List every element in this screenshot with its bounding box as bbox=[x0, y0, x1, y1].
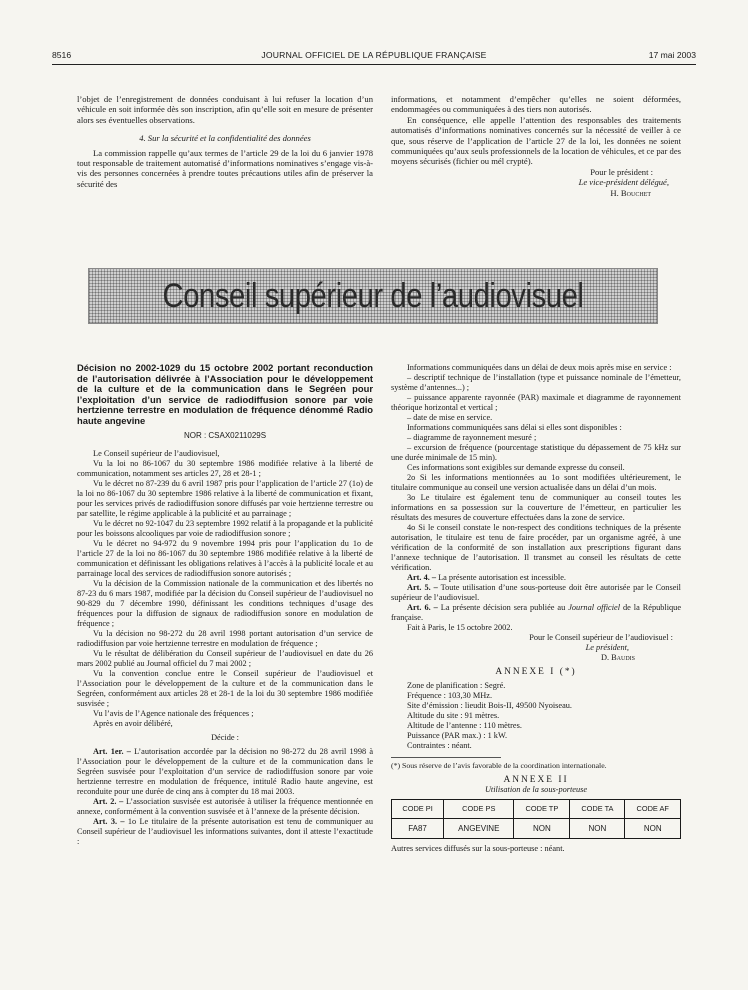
annex-item: Puissance (PAR max.) : 1 kW. bbox=[407, 731, 508, 740]
paragraph: 2o Si les informations mentionnées au 1o sont modifiées ultérieurement, le titulaire communique au conseil une version actualisée dans un délai d’un mois. bbox=[391, 473, 681, 492]
preamble-item: Vu le décret no 94-972 du 9 novembre 1994 pris pour l’application du 1o de l’article 27 de la loi no 86-1067 du 30 septembre 1986 modifiée relative à la liberté de communication et définissant les obligations relatives à l’accès à la publicité locale et au parrainage local des services de radiodiffusion sonore autorisés ; bbox=[77, 538, 373, 578]
annex-item: Zone de planification : Segré. bbox=[407, 681, 506, 690]
table-cell: FA87 bbox=[392, 819, 444, 839]
paragraph: Informations communiquées dans un délai de deux mois après mise en service : bbox=[407, 363, 672, 372]
article-label: Art. 2. – bbox=[93, 796, 124, 806]
preamble-item: Vu le décret no 92-1047 du 23 septembre 1992 relatif à la propagande et la publicité pour les boissons alcooliques par voie de radiodiffusion sonore ; bbox=[77, 518, 373, 538]
list-item: – date de mise en service. bbox=[407, 413, 493, 422]
decision-right-column bbox=[391, 363, 681, 854]
article-5 bbox=[391, 583, 681, 603]
table-cell: NON bbox=[570, 819, 625, 839]
page-number: 8516 bbox=[52, 50, 72, 60]
column-header: CODE AF bbox=[625, 800, 681, 819]
article-text: La présente décision sera publiée au bbox=[440, 603, 566, 612]
preamble-item: Vu l’avis de l’Agence nationale des fréquences ; bbox=[93, 708, 254, 718]
list-item: – descriptif technique de l’installation (type et puissance nominale de l’émetteur, système d’antennes...) ; bbox=[391, 373, 681, 392]
table-cell: NON bbox=[625, 819, 681, 839]
article-text: La présente autorisation est incessible. bbox=[438, 573, 566, 582]
decision-column bbox=[77, 363, 373, 847]
footnote: (*) Sous réserve de l’avis favorable de la coordination internationale. bbox=[391, 761, 607, 770]
annex-1-heading: ANNEXE I (*) bbox=[495, 667, 577, 677]
place-date: Fait à Paris, le 15 octobre 2002. bbox=[407, 623, 513, 632]
list-item: – diagramme de rayonnement mesuré ; bbox=[407, 433, 537, 442]
paragraph: Ces informations sont exigibles sur demande expresse du conseil. bbox=[407, 463, 625, 472]
article-4 bbox=[391, 573, 681, 583]
signature-line: Pour le président : bbox=[590, 166, 653, 177]
preamble-item: Vu la loi no 86-1067 du 30 septembre 1986 modifiée relative à la liberté de communication, notamment ses articles 27, 28 et 28-1 ; bbox=[77, 458, 373, 478]
column-header: CODE TA bbox=[570, 800, 625, 819]
annex-2-subtitle: Utilisation de la sous-porteuse bbox=[484, 785, 588, 794]
paragraph: La commission rappelle qu’aux termes de l’article 29 de la loi du 6 janvier 1978 tout responsable de traitement automatisé d’informations nominatives s’engage vis-à-vis des personnes concernées à prendre toutes précautions utiles afin de préserver la sécurité des bbox=[77, 147, 373, 189]
header-rule bbox=[52, 64, 696, 65]
column-header: CODE PI bbox=[392, 800, 444, 819]
paragraph: 4o Si le conseil constate le non-respect des conditions techniques de la présente autorisation, le titulaire est tenu de faire procéder, par un organisme agréé, à une vérification de la conformité de son installation aux prescriptions figurant dans l’annexe technique de l’autorisation. Il transmet au conseil les résultats de cette vérification. bbox=[391, 523, 681, 572]
annex-item: Altitude du site : 91 mètres. bbox=[407, 711, 500, 720]
article-6 bbox=[391, 603, 681, 623]
article-text: de la République française. bbox=[391, 603, 681, 622]
top-left-column bbox=[77, 94, 373, 189]
paragraph: Informations communiquées sans délai si elles sont disponibles : bbox=[407, 423, 622, 432]
nor-reference: NOR : CSAX0211029S bbox=[183, 430, 267, 440]
preamble bbox=[77, 449, 373, 729]
article-text: L’association susvisée est autorisée à utiliser la fréquence mentionnée en annexe, conformément à la convention susvisée et à l’annexe de la présente décision. bbox=[77, 796, 374, 816]
article-label: Art. 3. – bbox=[93, 816, 125, 826]
annex-2-heading: ANNEXE II bbox=[503, 775, 569, 785]
article-text: L’autorisation accordée par la décision no 98-272 du 28 avril 1998 à l’Association pour le développement de la culture et de la communication dans le Segréen susvisée pour l’exploitation d’un service de radiodiffusion sonore par voie hertzienne terrestre en modulation de fréquence, intitulé Radio haute angevine, est reconduite pour une durée de cinq ans à compter du 18 mai 2003. bbox=[77, 746, 374, 796]
footnote-rule bbox=[391, 757, 501, 758]
list-item: – puissance apparente rayonnée (PAR) maximale et diagramme de rayonnement théorique horizontal et vertical ; bbox=[391, 393, 681, 412]
column-header: CODE PS bbox=[444, 800, 514, 819]
annex-item: Contraintes : néant. bbox=[407, 741, 472, 750]
preamble-item: Après en avoir délibéré, bbox=[93, 718, 173, 728]
issue-date: 17 mai 2003 bbox=[648, 50, 696, 60]
table-header-row bbox=[392, 800, 681, 819]
subcarrier-table bbox=[391, 799, 681, 839]
decide-heading: Décide : bbox=[211, 732, 239, 742]
signature-name: D. Baudis bbox=[600, 653, 635, 662]
paragraph: l’objet de l’enregistrement de données conduisant à lui refuser la location d’un véhicule en soit informée dès son inscription, afin qu’elle soit en mesure de présenter alors ses éventuelles observations. bbox=[77, 94, 373, 125]
signature-title: Le vice-président délégué, bbox=[578, 177, 669, 188]
article-label: Art. 4. – bbox=[407, 573, 437, 582]
annex-item: Fréquence : 103,30 MHz. bbox=[407, 691, 493, 700]
column-header: CODE TP bbox=[514, 800, 570, 819]
journal-name: Journal officiel bbox=[568, 603, 621, 612]
preamble-item: Vu le résultat de délibération du Conseil supérieur de l’audiovisuel en date du 26 mars 2002 publié au Journal officiel du 7 mai 2002 ; bbox=[77, 648, 373, 668]
page-header bbox=[52, 50, 696, 62]
preamble-item: Vu le décret no 87-239 du 6 avril 1987 pris pour l’application de l’article 27 (1o) de la loi no 86-1067 du 30 septembre 1986 relative à la liberté de communication et fixant, pour les services privés de radiodiffusion sonore diffusés par voie hertzienne terrestre ou par satellite, le régime applicable à la publicité et au parrainage ; bbox=[77, 478, 373, 518]
annex-item: Site d’émission : lieudit Bois-II, 49500 Nyoiseau. bbox=[407, 701, 573, 710]
article-label: Art. 5. – bbox=[407, 583, 438, 592]
article-label: Art. 6. – bbox=[407, 603, 438, 612]
article-text: 1o Le titulaire de la présente autorisation est tenu de communiquer au Conseil supérieur de l’audiovisuel les informations suivantes, dont il atteste l’exactitude : bbox=[77, 816, 374, 846]
table-cell: ANGEVINE bbox=[444, 819, 514, 839]
paragraph: informations, et notamment d’empêcher qu’elles ne soient déformées, endommagées ou communiquées à des tiers non autorisés. bbox=[391, 94, 681, 115]
annex-2-footer: Autres services diffusés sur la sous-porteuse : néant. bbox=[391, 844, 565, 853]
decision-title: Décision no 2002-1029 du 15 octobre 2002 portant reconduction de l’autorisation délivrée à l’Association pour le développement de la culture et de la communication dans le Segréen pour l’exploitation d’un service de radiodiffusion sonore par voie hertzienne terrestre en modulation de fréquence dénommé Radio haute angevine bbox=[77, 362, 373, 426]
signature-line: Pour le Conseil supérieur de l’audiovisuel : bbox=[529, 633, 673, 642]
preamble-item: Vu la décision no 98-272 du 28 avril 1998 portant autorisation d’un service de radiodiffusion par voie hertzienne terrestre en modulation de fréquence ; bbox=[77, 628, 373, 648]
article-2 bbox=[77, 797, 373, 817]
section-banner bbox=[88, 268, 658, 324]
article-label: Art. 1er. – bbox=[93, 746, 131, 756]
article-1 bbox=[77, 747, 373, 797]
table-cell: NON bbox=[514, 819, 570, 839]
preamble-item: Vu la convention conclue entre le Conseil supérieur de l’audiovisuel et l’Association pour le développement de la culture et de la communication dans le Segréen, conformément aux articles 28 et 28-1 de la loi du 30 septembre 1986 modifiée susvisée ; bbox=[77, 668, 373, 708]
signature-name: H. Bouchet bbox=[610, 187, 651, 198]
annex-item: Altitude de l’antenne : 110 mètres. bbox=[407, 721, 522, 730]
signature-title: Le président, bbox=[585, 643, 629, 652]
table-row bbox=[392, 819, 681, 839]
paragraph: En conséquence, elle appelle l’attention des responsables des traitements automatisés d’informations nominatives concernés sur la nécessité de veiller à ce que, sous réserve de l’application de l’article 27 de la loi, les données ne soient communiquées qu’aux seuls professionnels de la location de véhicules, et ce par des moyens sécurisés (fichier ou mél crypté). bbox=[391, 114, 681, 167]
preamble-item: Le Conseil supérieur de l’audiovisuel, bbox=[93, 448, 220, 458]
article-3 bbox=[77, 817, 373, 847]
banner-title: Conseil supérieur de l’audiovisuel bbox=[162, 277, 584, 315]
journal-title: JOURNAL OFFICIEL DE LA RÉPUBLIQUE FRANÇAISE bbox=[261, 50, 487, 60]
preamble-item: Vu la décision de la Commission nationale de la communication et des libertés no 87-23 du 6 mars 1987, modifiée par la décision du Conseil supérieur de l’audiovisuel no 90-829 du 7 décembre 1990, définissant les conditions techniques d’usage des fréquences pour la diffusion de signaux de radiodiffusion sonore en modulation de fréquence ; bbox=[77, 578, 373, 628]
paragraph: 3o Le titulaire est également tenu de communiquer au conseil toutes les informations en sa possession sur la couverture de l’émetteur, en particulier les résultats des mesures de couverture effectuées dans la zone de service. bbox=[391, 493, 681, 522]
annex-1-list bbox=[391, 681, 681, 751]
section-heading: 4. Sur la sécurité et la confidentialité des données bbox=[139, 133, 311, 144]
list-item: – excursion de fréquence (pourcentage statistique du dépassement de 75 kHz sur une durée minimale de 15 min). bbox=[391, 443, 681, 462]
top-right-column bbox=[391, 94, 681, 198]
article-text: Toute utilisation d’une sous-porteuse doit être autorisée par le Conseil supérieur de l’audiovisuel. bbox=[391, 583, 681, 602]
